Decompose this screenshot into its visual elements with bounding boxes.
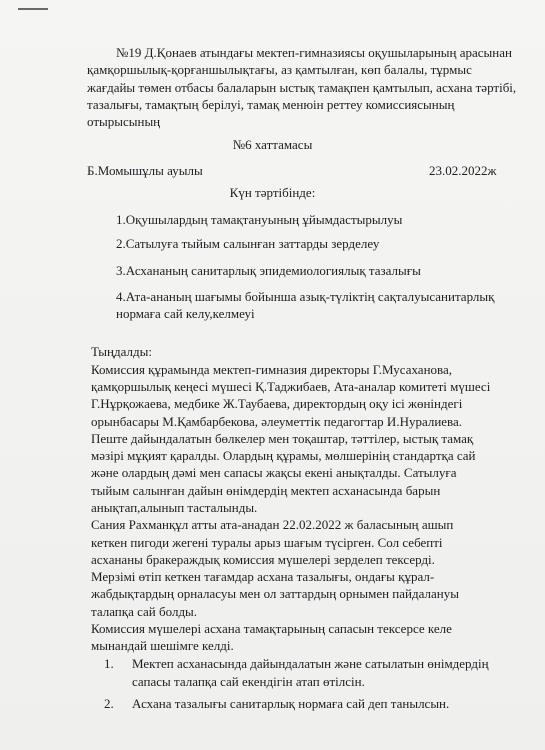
agenda-item-2: 2.Сатылуға тыйым салынған заттарды зерделеу xyxy=(116,236,380,251)
place: Б.Момышұлы ауылы xyxy=(87,163,203,178)
body-line: анықтап,алынып тасталынды. xyxy=(91,500,258,515)
body-line: асхананы бракераждық комиссия мүшелері зерделеп тексерді. xyxy=(91,552,435,567)
decision-1-line-2: сапасы талапқа сай екендігін атап өтілсін. xyxy=(132,674,365,689)
decision-2-number: 2. xyxy=(104,696,114,711)
header-line-3: жағдайы төмен отбасы балаларын ыстық тамақпен қамтылып, асхана тәртібі, xyxy=(87,80,517,95)
body-line: мынандай шешімге келді. xyxy=(91,638,234,653)
decision-1-number: 1. xyxy=(104,656,114,671)
header-line-5: отырысының xyxy=(87,114,161,129)
scan-edge-mark xyxy=(18,8,48,10)
body-line: тыйым салынған дайын өнімдердің мектеп асханасында барын xyxy=(91,483,441,498)
header-line-2: қамқоршылық-қорғаншылықтағы, аз қамтылған, көп балалы, тұрмыс xyxy=(87,62,472,77)
protocol-title: №6 хаттамасы xyxy=(232,137,313,152)
decision-1-line-1: Мектеп асханасында дайындалатын және сатылатын өнімдердің xyxy=(132,656,489,671)
body-line: Комиссия мүшелері асхана тамақтарының сапасын тексерсе келе xyxy=(91,621,452,636)
heard-title: Тыңдалды: xyxy=(91,344,152,359)
decision-2-line-1: Асхана тазалығы санитарлық нормаға сай деп танылсын. xyxy=(132,696,450,711)
agenda-item-4-line-1: 4.Ата-ананың шағымы бойынша азық-түліктің сақталуысанитарлық xyxy=(116,289,495,304)
body-line: мәзірі мұқият қаралды. Олардың құрамы, мөлшерінің стандартқа сай xyxy=(91,448,476,463)
body-line: және олардың дәмі мен сапасы жақсы екені анықталды. Сатылуға xyxy=(91,465,457,480)
date: 23.02.2022ж xyxy=(429,163,497,178)
agenda-title: Күн тәртібінде: xyxy=(229,185,316,200)
agenda-item-4-line-2: нормаға сай келу,келмеуі xyxy=(116,306,255,321)
header-line-4: тазалығы, тамақтың берілуі, тамақ менюін реттеу комиссиясының xyxy=(87,97,455,112)
body-line: талапқа сай болды. xyxy=(91,604,198,619)
body-line: жабдықтардың орналасуы мен ол заттардың орнымен пайдалануы xyxy=(91,586,459,601)
body-line: кеткен пигоди жегені туралы арыз шағым түсірген. Сол себепті xyxy=(91,535,443,550)
agenda-item-1: 1.Оқушылардың тамақтануының ұйымдастырылуы xyxy=(116,212,403,227)
body-line: Сания Рахманқұл атты ата-анадан 22.02.2022 ж баласының ашып xyxy=(91,517,454,532)
header-line-1: №19 Д.Қонаев атындағы мектеп-гимназиясы оқушыларының арасынан xyxy=(116,45,512,60)
body-line: Комиссия құрамында мектеп-гимназия директоры Г.Мусаханова, xyxy=(91,362,453,377)
body-line: Г.Нұрқожаева, медбике Ж.Таубаева, директордың оқу ісі жөніндегі xyxy=(91,396,463,411)
body-line: Пеште дайындалатын бөлкелер мен тоқаштар, тәттілер, ыстық тамақ xyxy=(91,431,474,446)
body-line: Мерзімі өтіп кеткен тағамдар асхана тазалығы, ондағы құрал- xyxy=(91,569,435,584)
agenda-item-3: 3.Асхананың санитарлық эпидемиологиялық тазалығы xyxy=(116,263,421,278)
body-line: қамқоршылық кеңесі мүшесі Қ.Таджибаев, Ата-аналар комитеті мүшесі xyxy=(91,379,491,394)
body-line: орынбасары М.Қамбарбекова, әлеуметтік педагогтар И.Нуралиева. xyxy=(91,414,463,429)
